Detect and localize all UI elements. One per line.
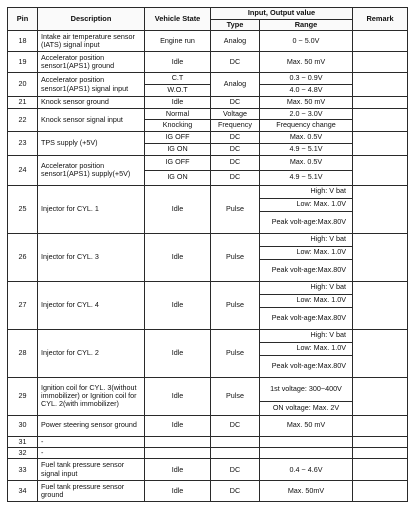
signal-type: Analog [211, 31, 260, 52]
table-row [8, 31, 408, 52]
pin-description: - [38, 436, 145, 447]
header-type: Type [211, 19, 260, 31]
value-range: 1st voltage: 300~400V [260, 377, 353, 401]
value-range: High: V bat [260, 329, 353, 342]
vehicle-state: W.O.T [145, 85, 211, 97]
pin-number: 26 [8, 233, 38, 281]
table-row [8, 52, 408, 73]
pin-number: 24 [8, 155, 38, 185]
value-range: Peak volt-age:Max.80V [260, 307, 353, 329]
signal-type: Pulse [211, 185, 260, 233]
table-body [8, 31, 408, 502]
signal-type: Pulse [211, 233, 260, 281]
pin-description: Knock sensor signal input [38, 109, 145, 132]
value-range: 4.9 ~ 5.1V [260, 170, 353, 185]
signal-type: DC [211, 170, 260, 185]
remark-cell [353, 447, 408, 458]
remark-cell [353, 131, 408, 155]
value-range: High: V bat [260, 233, 353, 246]
table-row [8, 447, 408, 458]
header-vehicle-state: Vehicle State [145, 8, 211, 31]
pin-description: - [38, 447, 145, 458]
pin-description: Ignition coil for CYL. 3(without immobilizer) or Ignition coil for CYL. 2(with immobilizer) [38, 377, 145, 415]
signal-type: DC [211, 481, 260, 502]
vehicle-state: Engine run [145, 31, 211, 52]
signal-type: Analog [211, 73, 260, 97]
pin-description: Fuel tank pressure sensor ground [38, 481, 145, 502]
remark-cell [353, 52, 408, 73]
pin-description: Injector for CYL. 3 [38, 233, 145, 281]
value-range: Max. 50 mV [260, 52, 353, 73]
value-range: 2.0 ~ 3.0V [260, 109, 353, 120]
value-range: Max. 50 mV [260, 97, 353, 109]
signal-type: DC [211, 459, 260, 481]
remark-cell [353, 73, 408, 97]
remark-cell [353, 155, 408, 185]
header-range: Range [260, 19, 353, 31]
value-range: High: V bat [260, 281, 353, 294]
pin-number: 18 [8, 31, 38, 52]
signal-type: Pulse [211, 377, 260, 415]
value-range: Max. 0.5V [260, 131, 353, 143]
signal-type: DC [211, 97, 260, 109]
value-range [260, 447, 353, 458]
value-range: Low: Max. 1.0V [260, 294, 353, 307]
vehicle-state: Idle [145, 233, 211, 281]
pin-number: 29 [8, 377, 38, 415]
pin-description: Accelerator position sensor1(APS1) ground [38, 52, 145, 73]
pin-number: 23 [8, 131, 38, 155]
signal-type: DC [211, 52, 260, 73]
pin-table-sheet [7, 7, 407, 502]
pin-number: 32 [8, 447, 38, 458]
pin-number: 28 [8, 329, 38, 377]
signal-type: Frequency [211, 120, 260, 131]
pin-number: 20 [8, 73, 38, 97]
remark-cell [353, 31, 408, 52]
table-row [8, 481, 408, 502]
pin-description: Injector for CYL. 1 [38, 185, 145, 233]
table-row [8, 73, 408, 85]
vehicle-state: Idle [145, 281, 211, 329]
table-row [8, 233, 408, 246]
pin-io-table [7, 7, 408, 502]
pin-number: 33 [8, 459, 38, 481]
pin-description: Knock sensor ground [38, 97, 145, 109]
pin-description: TPS supply (+5V) [38, 131, 145, 155]
vehicle-state: Idle [145, 185, 211, 233]
value-range: Peak volt-age:Max.80V [260, 211, 353, 233]
vehicle-state: Idle [145, 459, 211, 481]
vehicle-state: IG ON [145, 143, 211, 155]
remark-cell [353, 377, 408, 415]
remark-cell [353, 415, 408, 436]
table-row [8, 155, 408, 170]
remark-cell [353, 481, 408, 502]
vehicle-state: Idle [145, 415, 211, 436]
signal-type: DC [211, 131, 260, 143]
table-row [8, 109, 408, 120]
header-pin: Pin [8, 8, 38, 31]
table-row [8, 329, 408, 342]
value-range: Frequency change [260, 120, 353, 131]
remark-cell [353, 436, 408, 447]
pin-number: 31 [8, 436, 38, 447]
vehicle-state: IG ON [145, 170, 211, 185]
value-range: Low: Max. 1.0V [260, 198, 353, 211]
pin-description: Power steering sensor ground [38, 415, 145, 436]
value-range: High: V bat [260, 185, 353, 198]
signal-type: DC [211, 415, 260, 436]
vehicle-state: C.T [145, 73, 211, 85]
vehicle-state: Idle [145, 97, 211, 109]
value-range: Max. 50mV [260, 481, 353, 502]
table-row [8, 459, 408, 481]
signal-type [211, 436, 260, 447]
pin-number: 34 [8, 481, 38, 502]
pin-description: Injector for CYL. 4 [38, 281, 145, 329]
vehicle-state: IG OFF [145, 131, 211, 143]
table-row [8, 131, 408, 143]
vehicle-state: Knocking [145, 120, 211, 131]
signal-type [211, 447, 260, 458]
value-range: 4.0 ~ 4.8V [260, 85, 353, 97]
vehicle-state [145, 436, 211, 447]
pin-description: Fuel tank pressure sensor signal input [38, 459, 145, 481]
value-range: 4.9 ~ 5.1V [260, 143, 353, 155]
value-range: Max. 50 mV [260, 415, 353, 436]
value-range: Peak volt-age:Max.80V [260, 355, 353, 377]
signal-type: Pulse [211, 329, 260, 377]
pin-description: Accelerator position sensor1(APS1) signal input [38, 73, 145, 97]
pin-number: 25 [8, 185, 38, 233]
pin-number: 30 [8, 415, 38, 436]
table-row [8, 377, 408, 401]
value-range: Peak volt-age:Max.80V [260, 259, 353, 281]
vehicle-state: IG OFF [145, 155, 211, 170]
table-row [8, 436, 408, 447]
header-description: Description [38, 8, 145, 31]
signal-type: DC [211, 155, 260, 170]
remark-cell [353, 281, 408, 329]
value-range: 0.4 ~ 4.6V [260, 459, 353, 481]
value-range: 0.3 ~ 0.9V [260, 73, 353, 85]
vehicle-state: Idle [145, 377, 211, 415]
vehicle-state: Idle [145, 52, 211, 73]
vehicle-state [145, 447, 211, 458]
vehicle-state: Normal [145, 109, 211, 120]
remark-cell [353, 233, 408, 281]
table-row [8, 97, 408, 109]
header-io-value: Input, Output value [211, 8, 353, 20]
value-range: 0 ~ 5.0V [260, 31, 353, 52]
table-header [8, 8, 408, 31]
table-row [8, 185, 408, 198]
vehicle-state: Idle [145, 329, 211, 377]
table-row [8, 415, 408, 436]
signal-type: DC [211, 143, 260, 155]
value-range: Low: Max. 1.0V [260, 342, 353, 355]
signal-type: Pulse [211, 281, 260, 329]
pin-description: Accelerator position sensor1(APS1) supply(+5V) [38, 155, 145, 185]
remark-cell [353, 459, 408, 481]
value-range: Max. 0.5V [260, 155, 353, 170]
pin-description: Injector for CYL. 2 [38, 329, 145, 377]
pin-number: 22 [8, 109, 38, 132]
pin-number: 21 [8, 97, 38, 109]
pin-number: 27 [8, 281, 38, 329]
value-range: ON voltage: Max. 2V [260, 401, 353, 415]
remark-cell [353, 185, 408, 233]
value-range: Low: Max. 1.0V [260, 246, 353, 259]
pin-description: Intake air temperature sensor (IATS) signal input [38, 31, 145, 52]
table-row [8, 281, 408, 294]
remark-cell [353, 97, 408, 109]
pin-number: 19 [8, 52, 38, 73]
header-remark: Remark [353, 8, 408, 31]
signal-type: Voltage [211, 109, 260, 120]
remark-cell [353, 329, 408, 377]
vehicle-state: Idle [145, 481, 211, 502]
value-range [260, 436, 353, 447]
remark-cell [353, 109, 408, 132]
